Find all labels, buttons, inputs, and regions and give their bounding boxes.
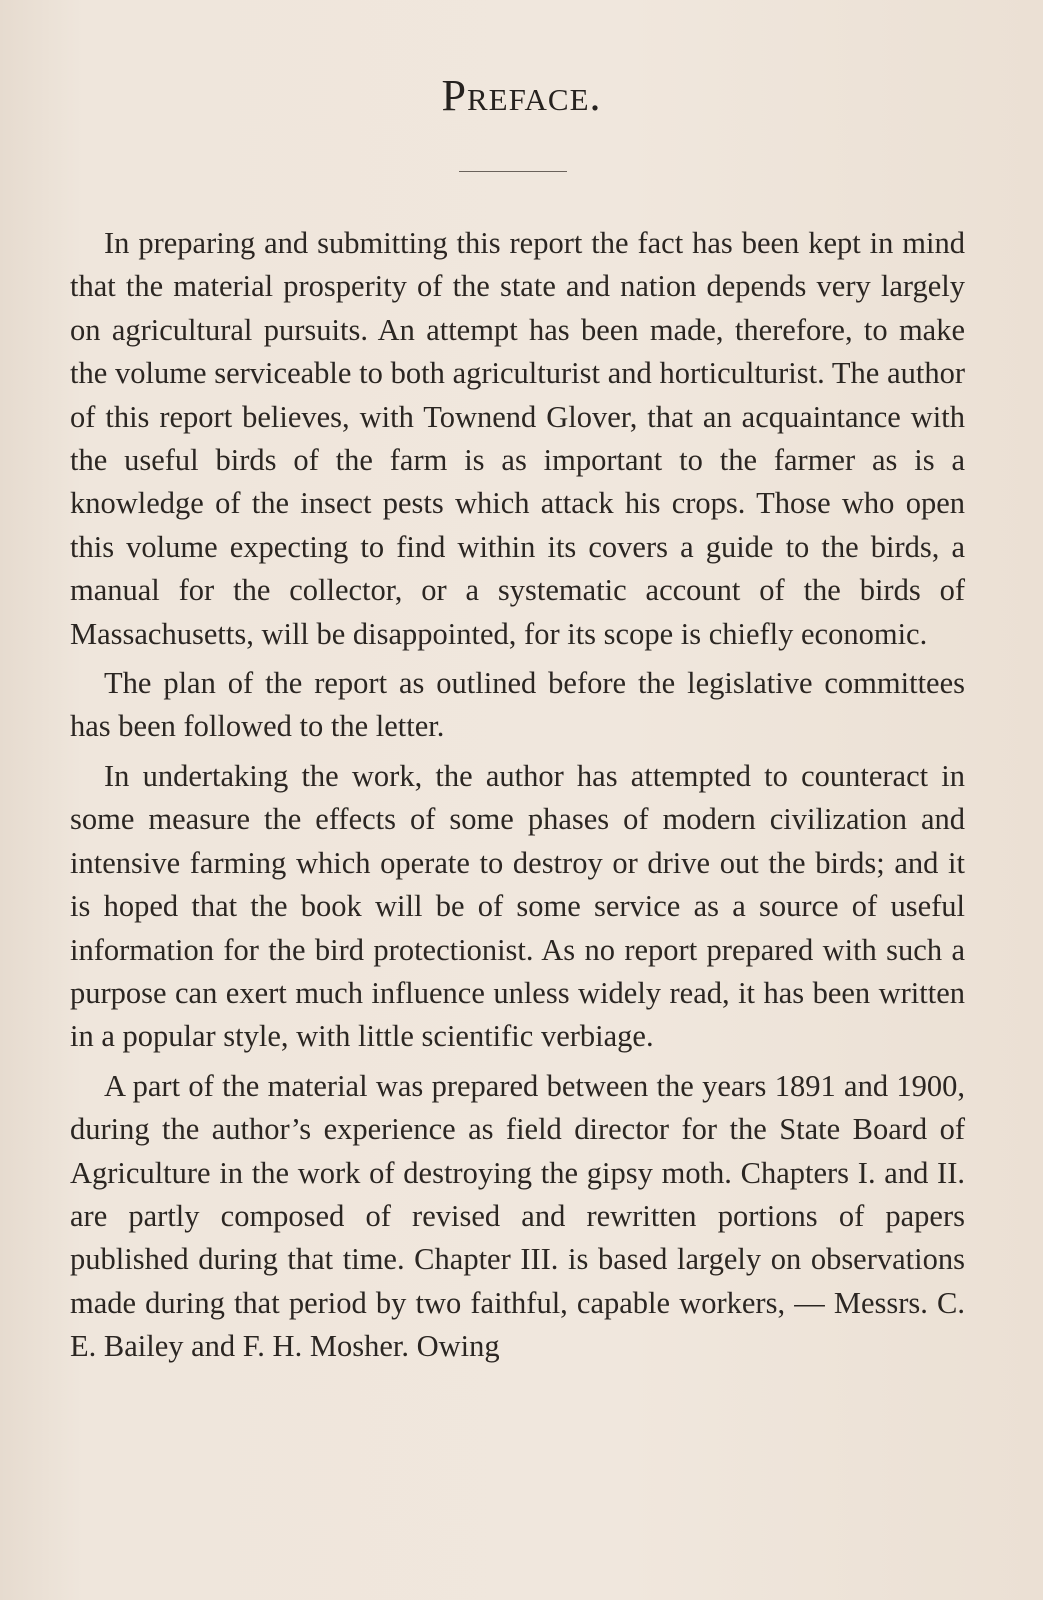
paragraph-2: The plan of the report as outlined before the legislative committees has been followed to the letter.	[70, 666, 965, 744]
page-title: Preface.	[441, 71, 602, 120]
paragraph-4: A part of the material was prepared between the years 1891 and 1900, during the author’s experience as field director for the State Board of Agriculture in the work of destroying the gipsy moth. Chapters I. and II. are partly composed of revised and rewritten portions of papers published during that time. Chapter III. is based largely on observations made during that period by two faithful, capable workers, — Messrs. C. E. Bailey and F. H. Mosher. Owing	[70, 1068, 965, 1364]
title-divider	[459, 171, 567, 172]
paragraph-1: In preparing and submitting this report the fact has been kept in mind that the material prosperity of the state and nation depends very largely on agricultural pursuits. An attempt has been made, therefore, to make the volume serviceable to both agriculturist and horticulturist. The author of this report believes, with Townend Glover, that an acquaintance with the useful birds of the farm is as important to the farmer as is a knowledge of the insect pests which attack his crops. Those who open this volume expecting to find within its covers a guide to the birds, a manual for the collector, or a systematic account of the birds of Massachusetts, will be disappointed, for its scope is chiefly economic.	[70, 226, 965, 651]
preface-body	[70, 222, 965, 1369]
paragraph-3: In undertaking the work, the author has attempted to counteract in some measure the effects of some phases of modern civilization and intensive farming which operate to destroy or drive out the birds; and it is hoped that the book will be of some service as a source of useful information for the bird protectionist. As no report prepared with such a purpose can exert much influence unless widely read, it has been written in a popular style, with little scientific verbiage.	[70, 758, 965, 1054]
